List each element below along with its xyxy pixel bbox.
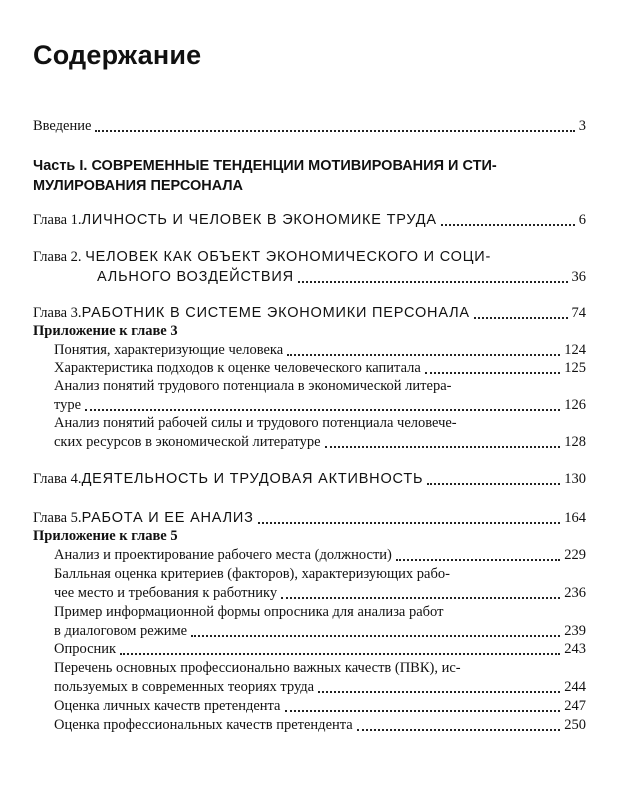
dot-leader	[325, 445, 561, 448]
toc-entry-page: 250	[564, 717, 586, 733]
appendix-3-item-4-line1[interactable]: Анализ понятий рабочей силы и трудового потенциала человече-	[54, 415, 457, 431]
appendix-5-item-4[interactable]	[54, 640, 586, 658]
appendix-5-item-6[interactable]	[54, 697, 586, 715]
toc-entry-chapter-4[interactable]	[33, 470, 586, 488]
dot-leader	[441, 223, 575, 226]
toc-entry-chapter-2-line1[interactable]	[33, 248, 491, 266]
appendix-5-item-7[interactable]	[54, 716, 586, 734]
dot-leader	[298, 280, 568, 283]
chapter-title-line2: АЛЬНОГО ВОЗДЕЙСТВИЯ	[97, 269, 294, 285]
appendix-3-item-3-line2[interactable]	[54, 396, 586, 414]
chapter-title: РАБОТНИК В СИСТЕМЕ ЭКОНОМИКИ ПЕРСОНАЛА	[81, 305, 470, 321]
toc-entry-page: 247	[564, 698, 586, 714]
chapter-prefix: Глава 3.	[33, 305, 82, 321]
toc-entry-page: 6	[578, 212, 586, 228]
toc-entry-label: в диалоговом режиме	[54, 623, 188, 639]
dot-leader	[85, 408, 560, 411]
appendix-3-item-2[interactable]	[54, 359, 586, 377]
appendix-5-item-3-line1[interactable]: Пример информационной формы опросника для анализа работ	[54, 604, 444, 620]
toc-entry-page: 74	[571, 305, 586, 321]
toc-entry-chapter-2-line2[interactable]	[97, 268, 586, 286]
toc-entry-page: 243	[564, 641, 586, 657]
chapter-title: ЛИЧНОСТЬ И ЧЕЛОВЕК В ЭКОНОМИКЕ ТРУДА	[81, 212, 437, 228]
toc-entry-label: Характеристика подходов к оценке человеческого капитала	[54, 360, 421, 376]
chapter-title: ДЕЯТЕЛЬНОСТЬ И ТРУДОВАЯ АКТИВНОСТЬ	[81, 471, 424, 487]
toc-entry-label: Оценка личных качеств претендента	[54, 698, 281, 714]
dot-leader	[287, 353, 560, 356]
toc-entry-label: Оценка профессиональных качеств претендента	[54, 717, 353, 733]
toc-entry-page: 125	[564, 360, 586, 376]
toc-entry-page: 36	[571, 269, 586, 285]
appendix-heading-3: Приложение к главе 3	[33, 323, 178, 339]
toc-entry-label: туре	[54, 397, 82, 413]
appendix-5-item-5-line1[interactable]: Перечень основных профессионально важных качеств (ПВК), ис-	[54, 660, 461, 676]
toc-entry-intro[interactable]	[33, 117, 586, 135]
dot-leader	[95, 129, 574, 132]
toc-entry-page: 126	[564, 397, 586, 413]
toc-entry-label: пользуемых в современных теориях труда	[54, 679, 315, 695]
appendix-3-item-4-line2[interactable]	[54, 433, 586, 451]
chapter-prefix: Глава 1.	[33, 212, 82, 228]
part-heading-line1: Часть I. СОВРЕМЕННЫЕ ТЕНДЕНЦИИ МОТИВИРОВАНИЯ И СТИ-	[33, 158, 497, 174]
toc-entry-chapter-1[interactable]	[33, 211, 586, 229]
appendix-3-item-3-line1[interactable]: Анализ понятий трудового потенциала в экономической литера-	[54, 378, 452, 394]
dot-leader	[285, 709, 561, 712]
toc-entry-label: ских ресурсов в экономической литературе	[54, 434, 321, 450]
appendix-5-item-2-line2[interactable]	[54, 584, 586, 602]
toc-entry-label: чее место и требования к работнику	[54, 585, 278, 601]
chapter-prefix: Глава 5.	[33, 510, 82, 526]
dot-leader	[258, 521, 561, 524]
toc-entry-page: 3	[578, 118, 586, 134]
dot-leader	[396, 558, 560, 561]
toc-entry-label: Анализ и проектирование рабочего места (должности)	[54, 547, 392, 563]
dot-leader	[425, 371, 560, 374]
toc-entry-page: 128	[564, 434, 586, 450]
appendix-5-item-3-line2[interactable]	[54, 622, 586, 640]
toc-entry-page: 229	[564, 547, 586, 563]
appendix-heading-5: Приложение к главе 5	[33, 528, 178, 544]
toc-entry-page: 239	[564, 623, 586, 639]
chapter-prefix: Глава 4.	[33, 471, 82, 487]
part-heading-line2: МУЛИРОВАНИЯ ПЕРСОНАЛА	[33, 178, 244, 194]
dot-leader	[357, 728, 561, 731]
chapter-title-line1: ЧЕЛОВЕК КАК ОБЪЕКТ ЭКОНОМИЧЕСКОГО И СОЦИ-	[85, 249, 492, 265]
toc-entry-page: 244	[564, 679, 586, 695]
chapter-title: РАБОТА И ЕЕ АНАЛИЗ	[81, 510, 254, 526]
chapter-prefix: Глава 2.	[33, 249, 86, 265]
dot-leader	[281, 596, 560, 599]
toc-entry-label: Понятия, характеризующие человека	[54, 342, 284, 358]
dot-leader	[191, 634, 560, 637]
dot-leader	[120, 652, 560, 655]
toc-entry-page: 164	[564, 510, 586, 526]
appendix-5-item-5-line2[interactable]	[54, 678, 586, 696]
appendix-3-item-1[interactable]	[54, 341, 586, 359]
appendix-5-item-2-line1[interactable]: Балльная оценка критериев (факторов), характеризующих рабо-	[54, 566, 450, 582]
dot-leader	[427, 482, 560, 485]
toc-entry-label: Опросник	[54, 641, 117, 657]
toc-entry-page: 236	[564, 585, 586, 601]
page-title: Содержание	[33, 40, 202, 70]
toc-entry-page: 130	[564, 471, 586, 487]
toc-entry-chapter-3[interactable]	[33, 304, 586, 322]
dot-leader	[318, 690, 560, 693]
dot-leader	[474, 316, 568, 319]
toc-entry-page: 124	[564, 342, 586, 358]
toc-entry-label: Введение	[33, 118, 92, 134]
toc-entry-chapter-5[interactable]	[33, 509, 586, 527]
appendix-5-item-1[interactable]	[54, 546, 586, 564]
